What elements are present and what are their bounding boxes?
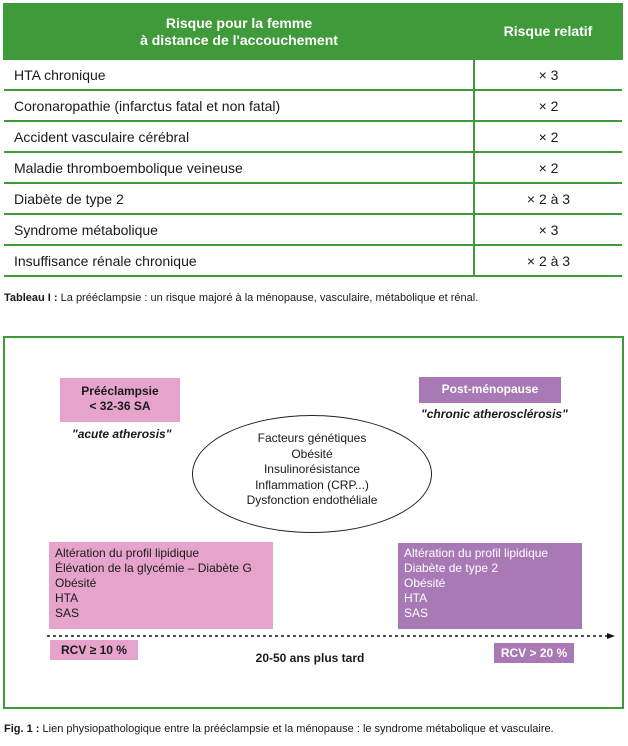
header-line-2: à distance de l'accouchement (140, 31, 338, 48)
list-item: HTA (404, 591, 428, 605)
rcv-right-badge: RCV > 20 % (494, 643, 574, 663)
acute-atherosis-label: "acute atherosis" (72, 427, 172, 441)
figure-caption-label: Fig. 1 : (4, 723, 40, 735)
chronic-atherosclerosis-label: "chronic atherosclérosis" (421, 407, 568, 421)
row-condition: Coronaropathie (infarctus fatal et non fatal) (4, 90, 474, 121)
preeclampsia-title: Prééclampsie (81, 384, 159, 398)
table-header-row (4, 4, 622, 59)
header-risk-for-woman (4, 4, 474, 59)
row-risk: × 3 (474, 214, 622, 245)
list-item: HTA (55, 591, 79, 605)
table-caption-text: La prééclampsie : un risque majoré à la ménopause, vasculaire, métabolique et rénal. (57, 292, 479, 304)
header-relative-risk: Risque relatif (474, 4, 622, 59)
table-caption-label: Tableau I : (4, 292, 58, 304)
list-item: Diabète de type 2 (404, 561, 499, 575)
postmenopause-box: Post-ménopause (419, 377, 561, 403)
header-line-1: Risque pour la femme (165, 14, 313, 31)
list-item: Altération du profil lipidique (55, 546, 200, 560)
timeline-arrow-icon (47, 633, 615, 639)
list-item: Obésité (404, 576, 446, 590)
row-risk: × 2 à 3 (474, 245, 622, 276)
figure-caption-text: Lien physiopathologique entre la prééclampsie et la ménopause : le syndrome métabolique et vasculaire. (39, 723, 554, 735)
row-condition: Maladie thromboembolique veineuse (4, 152, 474, 183)
row-risk: × 2 (474, 90, 622, 121)
risk-table (3, 3, 623, 277)
timeline-label: 20-50 ans plus tard (255, 651, 365, 665)
shared-factors-list (192, 431, 432, 509)
postmenopause-consequences-box (398, 543, 582, 629)
table-row (4, 245, 622, 276)
table-row (4, 121, 622, 152)
table-row (4, 214, 622, 245)
row-condition: Diabète de type 2 (4, 183, 474, 214)
table-row (4, 183, 622, 214)
rcv-left-badge: RCV ≥ 10 % (50, 640, 138, 660)
row-condition: HTA chronique (4, 59, 474, 90)
list-item: Élévation de la glycémie – Diabète G (55, 561, 252, 575)
preeclampsia-gestation: < 32-36 SA (89, 399, 151, 413)
row-condition: Accident vasculaire cérébral (4, 121, 474, 152)
list-item: Altération du profil lipidique (404, 546, 549, 560)
preeclampsia-box (60, 378, 180, 422)
table-row (4, 90, 622, 121)
factor-item: Dysfonction endothéliale (246, 493, 378, 507)
factor-item: Facteurs génétiques (257, 431, 367, 445)
factor-item: Obésité (291, 446, 333, 461)
row-risk: × 2 (474, 152, 622, 183)
row-risk: × 3 (474, 59, 622, 90)
table-row (4, 152, 622, 183)
figure-caption (4, 722, 628, 736)
list-item: Obésité (55, 576, 97, 590)
preeclampsia-consequences-box (49, 542, 273, 629)
row-risk: × 2 (474, 121, 622, 152)
factor-item: Insulinorésistance (263, 462, 361, 476)
row-condition: Insuffisance rénale chronique (4, 245, 474, 276)
list-item: SAS (55, 606, 80, 620)
table-caption (4, 291, 624, 305)
factor-item: Inflammation (CRP...) (255, 477, 369, 492)
list-item: SAS (404, 606, 429, 620)
table-row (4, 59, 622, 90)
row-risk: × 2 à 3 (474, 183, 622, 214)
row-condition: Syndrome métabolique (4, 214, 474, 245)
